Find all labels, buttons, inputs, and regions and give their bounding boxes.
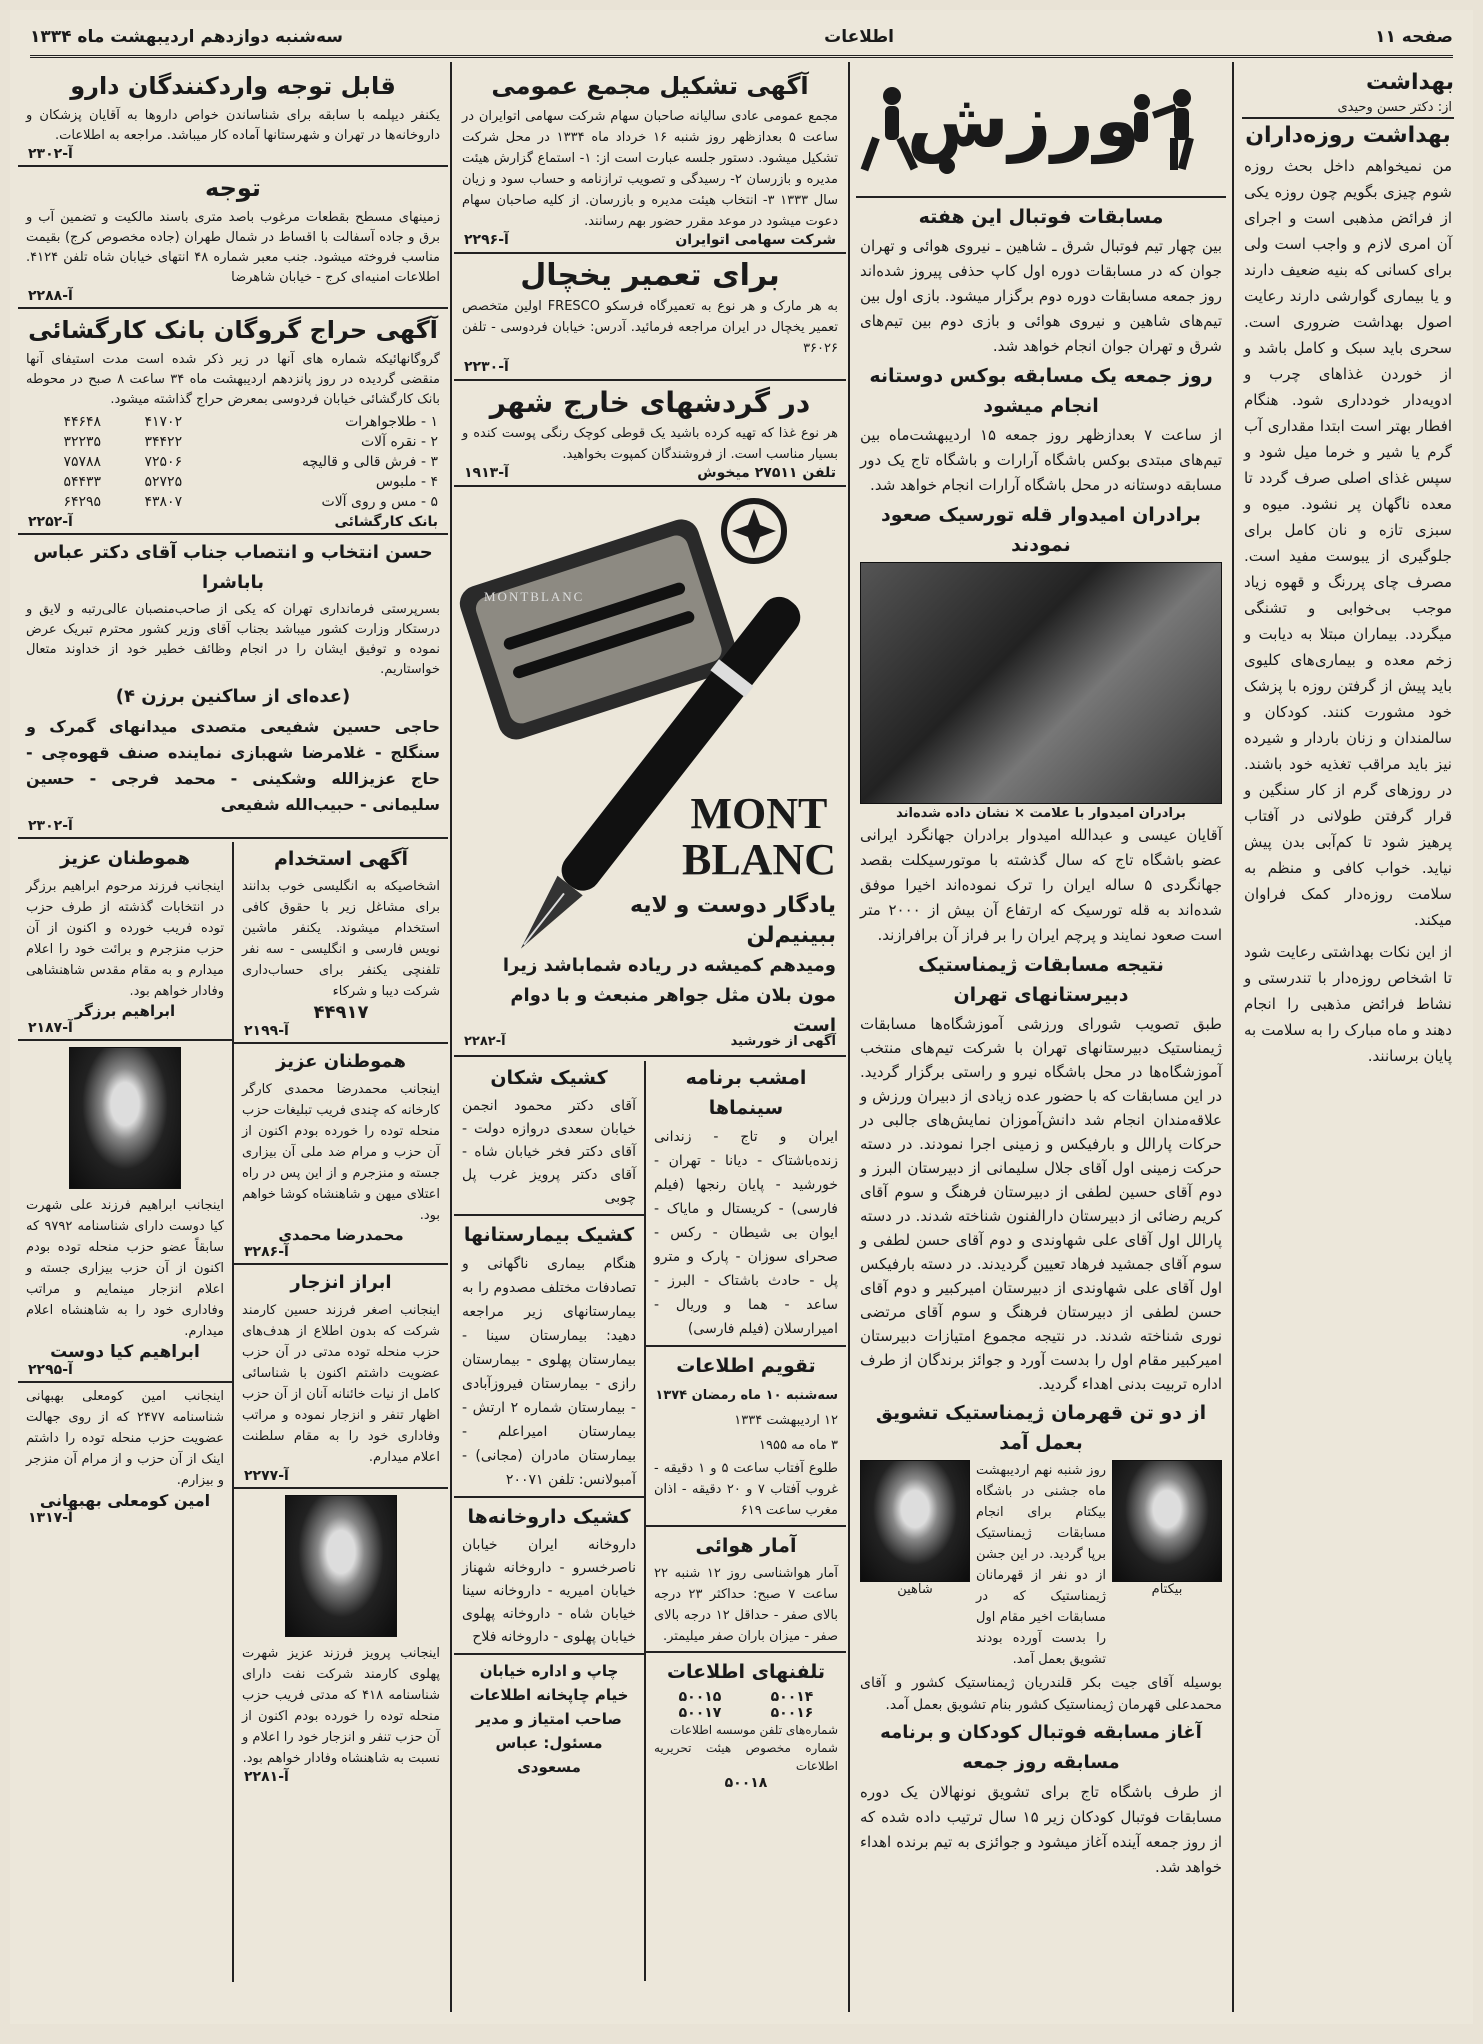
- item: ۵ - مس و روی آلات: [321, 494, 438, 510]
- cinemas-list: ایران و تاج - زندانی زنده‌باشتاک - دیانا - تهران - خورشید - پایان رنجها (فیلم فارسی) - کریستال و مایاک - ایوان بی شیطان - رکس - صحرای سوزان - پارک و مترو پل - حادث باشتاک - البرز - ساعد - هما و وریال - امیرارسلان (فیلم فارسی): [654, 1129, 838, 1337]
- page-number: صفحه ۱۱: [1375, 26, 1453, 47]
- appointment-body: بسرپرستی فرمانداری تهران که یکی از صاحب‌منصبان عالی‌رتبه و لایق و درستکار وزارت کشور میباشد بجناب آقای وزیر کشور محترم تبریک عرض نموده و توفیق ایشان را در انجام وظائف خطیر خود از خداوند متعال خواستاریم.: [26, 602, 440, 677]
- photo-caption: برادران امیدوار با علامت × نشان داده شده‌اند: [896, 806, 1186, 821]
- doctors-body: آقای دکتر محمود انجمن خیابان سعدی دروازه دولت - آقای دکتر فخر خیابان شاه - آقای دکتر پرویز غرب پل چوبی: [462, 1098, 636, 1206]
- publisher-line: صاحب امتیاز و مدیر مسئول: عباس مسعودی: [476, 1710, 622, 1776]
- boxing-title: روز جمعه یک مسابقه بوکس دوستانه انجام میشود: [869, 365, 1213, 417]
- compatriots-title: هموطنان عزیز: [276, 1051, 406, 1072]
- weather-title: آمار هوائی: [695, 1535, 797, 1557]
- phone-number: تلفن ۲۷۵۱۱ میخوش: [697, 465, 836, 481]
- company-name: شرکت سهامی اتوایران: [675, 232, 836, 248]
- from: ۴۱۷۰۲: [144, 414, 183, 430]
- ad-code: آ-۳۲۸۶: [244, 1244, 289, 1260]
- divider: [646, 1651, 846, 1653]
- phone-number: ۵۰۰۱۷: [678, 1705, 722, 1721]
- disgust-body: اینجانب اصغر فرزند حسین کارمند شرکت که بدون اطلاع از هدف‌های حزب منحله توده مدتی در آن حزب عضویت داشتم اکنون با شناسائی کامل از نیات خائنانه آنان از آن حزب اظهار تنفر و انزجار نموده و مراتب وفاداری خود را به مقام سلطنت اعلام میدارم.: [242, 1303, 440, 1465]
- signers: حاجی حسین شفیعی متصدی میدانهای گمرک و سنگلج - غلامرضا شهبازی نماینده صنف قهوه‌چی - حاج عزیزالله وشکینی - محمد فرجی - حسین سلیمانی - حبیب‌الله شفیعی: [26, 717, 440, 814]
- pharma-ad-body: یکنفر دیپلمه با سابقه برای شناساندن خواص داروها به آقایان پزشکان و داروخانه‌ها در تهران و شهرستانها آماده کار میباشد. مراجعه به اطلاعات.: [26, 108, 440, 143]
- listings-right: [644, 1061, 846, 1981]
- column-divider: [1232, 62, 1234, 2012]
- kids-football-title: آغاز مسابقه فوتبال کودکان و برنامه مسابقه روز جمعه: [880, 1722, 1202, 1773]
- newspaper-page: [10, 10, 1473, 2024]
- article-title: بهداشت روزه‌داران: [1245, 123, 1451, 148]
- to: ۴۴۶۴۸: [63, 414, 102, 430]
- slogan-line: مون بلان مثل جواهر منبعث و با دوام است: [510, 985, 836, 1036]
- signer-name: محمدرضا محمدی: [278, 1226, 404, 1244]
- signer-name: ابراهیم برزگر: [74, 1002, 176, 1020]
- item: ۱ - طلاجواهرات: [345, 414, 438, 430]
- auction-title: آگهی حراج گروگان بانک کارگشائی: [28, 316, 438, 344]
- classified-subcolumns: [18, 842, 448, 1982]
- section-title: بهداشت: [1366, 70, 1454, 95]
- classified-right: [232, 842, 448, 1982]
- phones-note: شماره مخصوص هیئت تحریریه اطلاعات: [654, 1741, 838, 1773]
- fridge-title: برای تعمیر یخچال: [520, 258, 780, 293]
- article-body-end: از این نکات بهداشتی رعایت شود تا اشخاص روزه‌دار با تندرستی و نشاط فرائض مذهبی را انجام دهند و ماه مبارک را به سلامت به پایان برسانند.: [1244, 943, 1452, 1065]
- divider: [454, 379, 846, 381]
- divider: [454, 1055, 846, 1057]
- employment-title: آگهی استخدام: [273, 848, 408, 870]
- assembly-footer: [464, 232, 836, 248]
- doctors-title: کشیک شکان: [490, 1067, 608, 1089]
- phone-number: ۵۰۰۱۵: [678, 1689, 722, 1705]
- auction-footer: [28, 514, 438, 530]
- column-divider: [848, 62, 850, 2012]
- divider: [454, 252, 846, 254]
- to: ۷۵۷۸۸: [63, 454, 102, 470]
- phone-list: [654, 1689, 838, 1721]
- listings-left: [454, 1061, 644, 1981]
- middle-column: [454, 66, 846, 2011]
- ad-code: آ-۲۳۰۲: [28, 146, 73, 162]
- montblanc-ad: [454, 491, 846, 1051]
- weather-body: آمار هواشناسی روز ۱۲ شنبه ۲۲ ساعت ۷ صبح: حداکثر ۲۳ درجه بالای صفر - حداقل ۱۲ درجه بالای صفر - میزان باران صفر میلیمتر.: [654, 1566, 838, 1644]
- encourage-title: از دو تن قهرمان ژیمناستیک تشویق بعمل آمد: [875, 1402, 1207, 1454]
- employment-phone: ۴۴۹۱۷: [313, 1002, 369, 1023]
- ad-code: آ-۲۱۸۷: [28, 1020, 73, 1036]
- article-body: من نمیخواهم داخل بحث روزه شوم چیزی بگویم چون روزه یکی از فرائض مذهبی است و اجرای آن امری لازم و واجب است ولی برای کسانی که بنیه ضعیف دارند و یا بیماری گوارشی دارند رعایت اصول بهداشت ضروری است. سحری باید سبک و کامل باشد و از خوردن غذاهای چرب و ادویه‌دار خودداری شود. هنگام افطار بهتر است ابتدا مقداری آب گرم یا شیر و خرما میل شود و سپس غذای اصلی صرف گردد تا معده ناگهان پر نشود. میوه و سبزی تازه و نان کامل برای جلوگیری از یبوست مفید است. مصرف چای پررنگ و قهوه زیاد موجب بی‌خوابی و تشنگی میگردد. بیماران مبتلا به دیابت و زخم معده و بیماری‌های کلیوی باید پیش از گرفتن روزه با پزشک خود مشورت کنند. کودکان و سالمندان و زنان باردار و شیرده نیز باید مراقب تغذیه خود باشند. در روزهای گرم از کار سنگین و قرار گرفتن طولانی در آفتاب پرهیز شود تا کم‌آبی بدن پیش نیاید. خواب کافی و منظم به سلامت روزه‌دار کمک فراوان میکند.: [1244, 157, 1452, 929]
- case-label: MONTBLANC: [484, 589, 585, 604]
- phone-number: ۵۰۰۱۸: [724, 1775, 768, 1791]
- brand-logo: [682, 791, 836, 883]
- ad-code: آ-۱۹۱۳: [464, 465, 509, 481]
- notice-title: توجه: [205, 174, 261, 202]
- gymnastics-title: نتیجه مسابقات ژیمناستیک دبیرستانهای تهران: [918, 954, 1164, 1006]
- divider: [18, 1381, 232, 1383]
- hospitals-body: هنگام بیماری ناگهانی و تصادفات مختلف مصدوم را به بیمارستانهای زیر مراجعه دهید: بیمارستان سینا - بیمارستان پهلوی - بیمارستان رازی - بیمارستان فیروزآبادی - بیمارستان شماره ۲ ارتش - بیمارستان امیراعلم - بیمارستان مادران (مجانی) - آمبولانس: تلفن ۲۰۰۷۱: [462, 1256, 636, 1488]
- person2-body: اینجانب امین کومعلی بهبهانی شناسنامه ۲۴۷۷ که از روی جهالت عضویت حزب منحله توده را داشتم اینک از آن حزب و از مرام آن منزجر و بیزارم.: [26, 1389, 224, 1488]
- climb-body: آقایان عیسی و عبدالله امیدوار برادران جهانگرد ایرانی عضو باشگاه تاج که سال گذشته با موتورسیکلت بقصد جهانگردی ۵ ساله ایران را ترک نموده‌اند اخیرا موفق شده‌اند به قله تورسیک که ارتفاع آن بیش از ۲۰۰۰ متر است صعود نمایند و پرچم ایران را بر فراز آن برافرازند.: [860, 826, 1223, 944]
- ad-code: آ-۲۲۸۱: [244, 1769, 289, 1785]
- phone-number: ۵۰۰۱۴: [770, 1689, 814, 1705]
- to: ۵۴۴۳۳: [63, 474, 102, 490]
- from: ۷۲۵۰۶: [144, 454, 183, 470]
- encourage-body: روز شنبه نهم اردیبهشت ماه جشنی در باشگاه بیکتام برای انجام مسابقات ژیمناستیک برپا گردید. در این جشن از دو نفر از قهرمانان ژیمناستیک که در مسابقات اخیر مقام اول را بدست آورده بودند تشویق بعمل آمد.: [976, 1463, 1106, 1667]
- brand-line-1: MONT: [690, 789, 828, 838]
- person-photo: [285, 1495, 397, 1637]
- signer-name: ابراهیم کیا دوست: [50, 1342, 200, 1362]
- duty-pharmacies-title: کشیک داروخانه‌ها: [467, 1506, 631, 1528]
- person-photo: [69, 1047, 181, 1189]
- column-divider: [450, 62, 452, 2012]
- slogan-line: یادگار دوست و لایه: [629, 893, 836, 918]
- assembly-body: مجمع عمومی عادی سالیانه صاحبان سهام شرکت سهامی اتوایران در ساعت ۵ بعدازظهر روز شنبه ۱۶ خرداد ماه ۱۳۳۴ در محل شرکت تشکیل میشود. دستور جلسه عبارت است از: ۱- استماع گزارش هیئت مدیره و بازرسان ۲- رسیدگی و تصویب ترازنامه و حساب سود و زیان سال ۱۳۳۳ ۳- انتخاب هیئت مدیره و بازرسان. از کلیه صاحبان سهام دعوت میشود در موعد مقرر حضور بهم رسانند.: [462, 109, 839, 229]
- sports-title: ورزش: [906, 78, 1140, 164]
- divider: [18, 533, 448, 535]
- phone-number: ۵۰۰۱۶: [770, 1705, 814, 1721]
- sports-masthead: [852, 66, 1230, 196]
- photo-left: [860, 1460, 970, 1670]
- kids-football-body: از طرف باشگاه تاج برای تشویق نونهالان یک دوره مسابقات فوتبال کودکان زیر ۱۵ سال ترتیب داده شده که از روز جمعه آینده آغاز میشود و جوائزی به تیم برنده اهداء خواهد شد.: [860, 1783, 1222, 1876]
- boxing-body: از ساعت ۷ بعدازظهر روز جمعه ۱۵ اردیبهشت‌ماه بین تیم‌های مبتدی بوکس باشگاه آرارات و باشگاه تاج یک دور مسابقه دوستانه در محل باشگاه آرارات انجام خواهد شد.: [860, 426, 1222, 494]
- encourage-caption: بوسیله آقای جیت بکر قلندریان ژیمناستیک کشور و آقای محمدعلی قهرمان ژیمناستیک کشور بنام تشویق بعمل آمد.: [860, 1675, 1222, 1713]
- calendar-times: طلوع آفتاب ساعت ۵ و ۱ دقیقه - غروب آفتاب ۷ و ۲۰ دقیقه - اذان مغرب ساعت ۶۱۹: [654, 1461, 839, 1518]
- divider: [234, 1263, 448, 1265]
- divider: [646, 1345, 846, 1347]
- compatriots1-title: هموطنان عزیز: [60, 848, 190, 869]
- hospitals-title: کشیک بیمارستانها: [463, 1224, 635, 1246]
- calendar-day: سه‌شنبه ۱۰ ماه رمضان ۱۳۷۴: [655, 1388, 838, 1403]
- fridge-body: به هر مارک و هر نوع به تعمیرگاه فرسکو FRESCO اولین متخصص تعمیر یخچال در ایران مراجعه فرمائید. آدرس: خیابان فردوسی - تلفن ۳۶۰۲۶: [462, 299, 838, 356]
- duty-pharmacies-body: داروخانه ایران خیابان ناصرخسرو - داروخانه شهناز خیابان امیریه - داروخانه سینا خیابان شاه - داروخانه پهلوی خیابان پهلوی - داروخانه فلاح: [462, 1537, 636, 1645]
- mountain-photo: [860, 562, 1222, 804]
- notice-body: زمینهای مسطح بقطعات مرغوب باصد متری باسند مالکیت و تضمین آب و برق و جاده آسفالت با اقساط در شمال طهران (جاده مخصوص کرج) بقیمت مناسب فروخته میشود. جنب معبر شماره ۴۸ انتهای خیابان شاه تلفن ۴۱۲۴. اطلاعات امنیه‌ای کرج - خیابان شاهرضا: [26, 210, 440, 285]
- divider: [646, 1525, 846, 1527]
- page-header: [30, 18, 1453, 58]
- cinemas-title: امشب برنامه سینماها: [685, 1067, 807, 1119]
- divider: [454, 1653, 644, 1655]
- sports-column: [852, 66, 1230, 2011]
- football-body: بین چهار تیم فوتبال شرق ـ شاهین ـ نیروی هوائی و تهران جوان که در مسابقات دوره اول کاپ حذفی پیروز شده‌اند روز جمعه مسابقات دوره دوم برگزار میشود. بازی اول بین تیم‌های شاهین و نیروی هوائی و بازی دوم بین تیم‌های شرق و تهران جوان انجام خواهد شد.: [860, 237, 1222, 355]
- brand-line-2: BLANC: [681, 835, 836, 884]
- divider: [1242, 117, 1454, 119]
- trips-title: در گردشهای خارج شهر: [489, 386, 811, 419]
- ad-code: آ-۲۲۸۸: [28, 288, 73, 304]
- ad-code: آ-۲۲۵۲: [28, 514, 73, 530]
- calendar-solar: ۱۲ اردیبهشت ۱۳۳۴: [734, 1413, 838, 1428]
- item: ۳ - فرش قالی و قالیچه: [302, 454, 438, 470]
- newspaper-name: اطلاعات: [824, 26, 894, 47]
- divider: [18, 165, 448, 167]
- photo-right: [1112, 1460, 1222, 1670]
- printer-line: چاپ و اداره خیابان خیام چاپخانه اطلاعات: [469, 1662, 629, 1704]
- slogan: [496, 891, 836, 1041]
- gymnast-photos: [860, 1460, 1222, 1670]
- from: ۴۳۸۰۷: [144, 494, 183, 510]
- calendar-title: تقویم اطلاعات: [676, 1355, 816, 1377]
- climb-title: برادران امیدوار قله تورسیک صعود نمودند: [881, 504, 1201, 556]
- from: ۵۲۷۲۵: [144, 474, 183, 490]
- divider: [856, 196, 1226, 198]
- divider: [234, 1042, 448, 1044]
- signers-title: (عده‌ای از ساکنین برزن ۴): [115, 686, 351, 707]
- table-row: [24, 432, 442, 452]
- bank-name: بانک کارگشائی: [334, 514, 438, 530]
- classified-left: [18, 842, 232, 1982]
- divider: [18, 837, 448, 839]
- health-column: [1236, 66, 1460, 2011]
- appointment-title: حسن انتخاب و انتصاب جناب آقای دکتر عباس باباشرا: [33, 542, 433, 593]
- disgust-title: ابراز انزجار: [290, 1272, 392, 1293]
- divider: [18, 307, 448, 309]
- listings-area: [454, 1061, 846, 1981]
- table-row: [24, 492, 442, 512]
- photo-left-caption: شاهین: [897, 1582, 933, 1597]
- ad-code: آ-۲۲۹۶: [464, 232, 509, 248]
- montblanc-footer: [464, 1034, 836, 1049]
- divider: [234, 1487, 448, 1489]
- slogan-line: ومیدهم کمیشه در ریاده شماباشد زیرا: [502, 955, 836, 976]
- divider: [454, 485, 846, 487]
- gymnast-photo: [1112, 1460, 1222, 1582]
- divider: [18, 1039, 232, 1041]
- author: از: دکتر حسن وحیدی: [1337, 100, 1452, 115]
- ad-code: آ-۲۲۳۰: [464, 359, 509, 375]
- person1-body: اینجانب ابراهیم فرزند علی شهرت کیا دوست دارای شناسنامه ۹۷۹۲ که سابقاً عضو حزب منحله توده بودم اکنون از آن حزب بیزاری جسته و اعلام انزجار مینمایم و مراتب وفاداری خود را به شاهنشاه اعلام میدارم.: [26, 1198, 224, 1339]
- issue-date: سه‌شنبه دوازدهم اردیبهشت ماه ۱۳۳۴: [30, 26, 343, 47]
- trips-footer: [464, 465, 836, 481]
- assembly-title: آگهی تشکیل مجمع عمومی: [491, 72, 809, 100]
- compatriots-body: اینجانب محمدرضا محمدی کارگر کارخانه که چندی فریب تبلیغات حزب منحله توده را خورده بودم اکنون از آن حزب و مرام ضد ملی آن بیزاری جسته و منزجرم و از این پس در راه اعتلای میهن و شاهنشاه کوشا خواهم بود.: [242, 1082, 440, 1223]
- phones-title: تلفنهای اطلاعات: [666, 1661, 826, 1683]
- photo-right-caption: بیکتام: [1151, 1582, 1183, 1597]
- ad-code: آ-۲۲۹۵: [28, 1362, 73, 1378]
- ad-code: آ-۲۲۷۷: [244, 1468, 289, 1484]
- compatriots1-body: اینجانب فرزند مرحوم ابراهیم برزگر در انتخابات گذشته از طرف حزب توده فریب خورده و اکنون از آن حزب منزجرم و برائت خود را اعلام میدارم و به مقام مقدس شاهنشاهی وفادار خواهم بود.: [26, 879, 224, 999]
- auction-body: گروگانهائیکه شماره های آنها در زیر ذکر شده است مدت استیفای آنها منقضی گردیده در روز پانزدهم اردیبهشت ماه ۳۴ ساعت ۸ صبح در محوطه بانک کارگشائی خیابان فردوسی بمعرض حراج گذاشته میشود.: [26, 352, 440, 407]
- gymnastics-body: طبق تصویب شورای ورزشی آموزشگاه‌ها مسابقات ژیمناستیک دبیرستانهای تهران با شرکت تیم‌های منتخب آموزشگاه‌ها در محل باشگاه نیرو و راستی برگزار گردید. در این مسابقات که با حضور عده زیادی از دبیران ورزش و علاقه‌مندان انجام شد دانش‌آموزان نمایش‌های جالبی در حرکات پارالل و بارفیکس و زمینی اجرا نمودند. در دسته حرکت زمینی اول آقای جلال سلیمانی از دبیرستان البرز و دوم آقای حسین لطفی از دبیرستان فرهنگ و سوم آقای کریم رضائی از دبیرستان دارالفنون شناخته شدند. در دسته پارالل اول آقای علی شهاوندی و دوم آقای حسن لطفی و سوم آقای جمشید فرهاد تعیین گردیدند. در دسته بارفیکس اول آقای علی شهاوندی از دبیرستان امیرکبیر و دوم آقای حسن لطفی از دبیرستان فرهنگ و سوم آقای مرتضی نوری شناخته شدند. در نتیجه مجموع امتیازات دبیرستان امیرکبیر مقام اول را بدست آورد و جوائز برندگان از طرف اداره تربیت بدنی اهداء گردید.: [860, 1015, 1222, 1393]
- slogan-line: ببینیم‌لن: [746, 923, 836, 948]
- employment-body: اشخاصیکه به انگلیسی خوب بدانند برای مشاغل زیر با حقوق کافی استخدام میشوند. یکنفر ماشین نویس فارسی و انگلیسی - سه نفر تلفنچی یکنفر برای حساب‌داری شرکت دیبا و شرکاء: [242, 879, 440, 999]
- calendar-gregorian: ۳ ماه مه ۱۹۵۵: [759, 1438, 838, 1453]
- to: ۳۲۲۳۵: [63, 434, 102, 450]
- item: ۲ - نقره آلات: [360, 434, 438, 450]
- table-row: [24, 412, 442, 432]
- table-row: [24, 452, 442, 472]
- table-row: [24, 472, 442, 492]
- ad-code: آ-۲۲۸۲: [464, 1034, 506, 1049]
- disgust2-body: اینجانب پرویز فرزند عزیز شهرت پهلوی کارمند شرکت نفت دارای شناسنامه ۴۱۸ که مدتی فریب حزب منحله توده را خورده بودم اکنون از آن حزب تنفر و انزجار خود را اعلام و نسبت به شاهنشاه وفادار خواهم بود.: [242, 1646, 440, 1766]
- divider: [454, 1214, 644, 1216]
- from: ۳۴۴۲۲: [144, 434, 183, 450]
- classifieds-area: [18, 66, 448, 2011]
- signer-name: امین کومعلی بهبهانی: [39, 1491, 211, 1510]
- divider: [454, 1496, 644, 1498]
- phones-note: شماره‌های تلفن موسسه اطلاعات: [669, 1723, 838, 1737]
- ad-code: آ-۲۱۹۹: [244, 1023, 289, 1039]
- trips-body: هر نوع غذا که تهیه کرده باشید یک قوطی کوچک رنگی پوست کنده و بسیار مناسب است. از فروشندگان کمپوت بخواهید.: [462, 426, 838, 462]
- gymnast-photo: [860, 1460, 970, 1582]
- item: ۴ - ملبوس: [375, 474, 438, 490]
- pharma-ad-title: قابل توجه واردکنندگان دارو: [70, 72, 396, 100]
- ad-code: آ-۲۳۰۲: [28, 818, 73, 834]
- ad-note: آگهی از خورشید: [730, 1034, 836, 1049]
- to: ۶۴۲۹۵: [63, 494, 102, 510]
- football-title: مسابقات فوتبال این هفته: [918, 206, 1164, 228]
- ad-code: آ-۱۳۱۷: [28, 1510, 73, 1526]
- auction-table: [24, 412, 442, 512]
